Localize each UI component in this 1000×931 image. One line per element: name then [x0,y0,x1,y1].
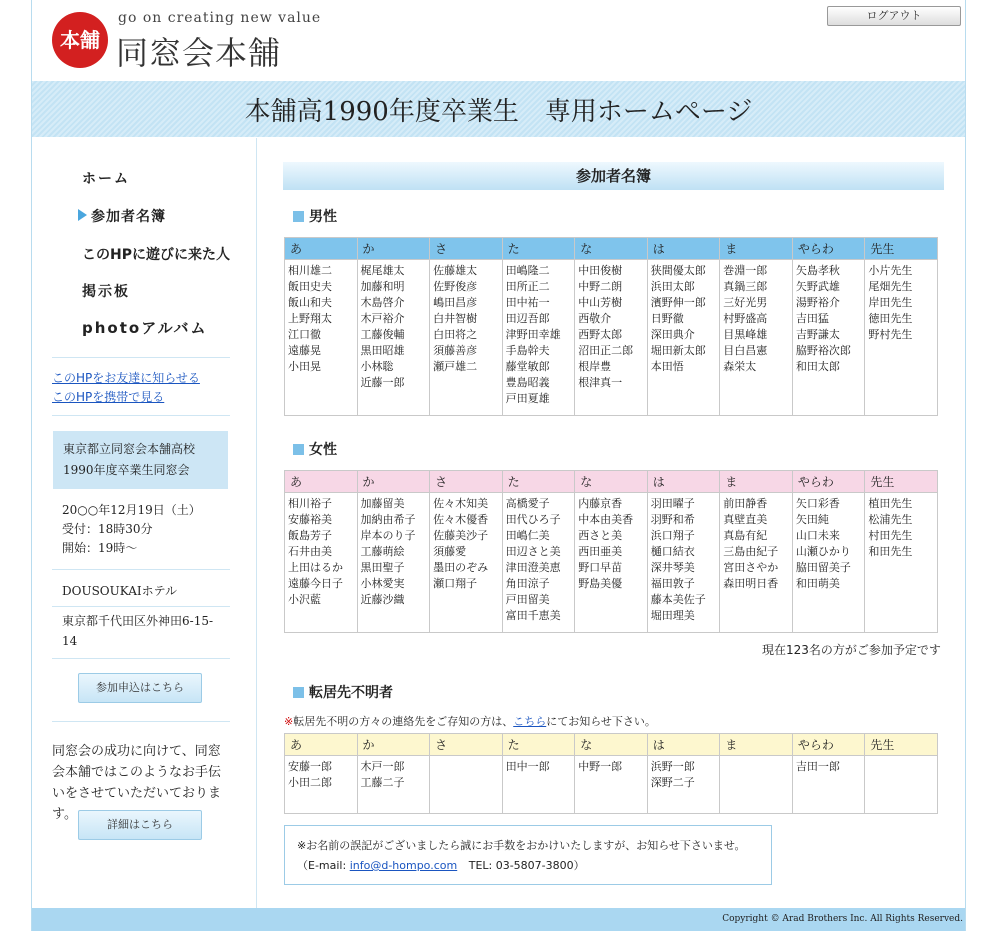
divider [52,658,230,659]
school-name: 東京都立同窓会本舗高校 [63,442,196,456]
person-name: 浜田太郎 [650,280,695,293]
name-cell [502,756,575,814]
person-name: 吉田猛 [795,312,829,325]
person-name: 沼田正二郎 [578,344,634,357]
person-name: 田代ひろ子 [505,513,561,526]
column-header: 先生 [865,238,938,260]
person-name: 近藤沙織 [360,593,405,606]
person-name: 遠藤晃 [288,344,321,357]
heading-square-icon [293,687,304,698]
event-reception: 受付：18時30分 [62,522,153,536]
event-date: 20○○年12月19日（土） [62,503,201,517]
person-name: 石井由美 [288,545,332,558]
person-name: 戸田夏雄 [505,392,550,405]
person-name: 根岸豊 [578,360,612,373]
divider [52,415,230,416]
person-name: 本田悟 [650,360,684,373]
person-name: 田嶋隆二 [505,264,550,277]
person-name: 小田晃 [288,360,321,373]
person-name: 津田澄美恵 [505,561,561,574]
person-name: 尾畑先生 [868,280,913,293]
person-name: 日野徹 [650,312,684,325]
column-header: さ [430,734,503,756]
column-header: あ [285,471,358,493]
person-name: 西田亜美 [578,545,623,558]
copyright: Copyright © Arad Brothers Inc. All Rights Reserved. [722,914,963,924]
person-name: 江口徹 [288,328,321,341]
name-cell [720,493,793,633]
person-name: 工藤萌絵 [360,545,405,558]
email-link[interactable]: info@d-hompo.com [349,859,458,872]
person-name: 角田涼子 [505,577,550,590]
column-header: 先生 [865,471,938,493]
column-header: 先生 [865,734,938,756]
person-name: 和田萌美 [795,577,840,590]
name-cell [430,756,503,814]
person-name: 上田はるか [288,561,343,574]
column-header: さ [430,471,503,493]
male-heading-label: 男性 [309,209,337,225]
person-name: 和田太郎 [795,360,840,373]
divider [52,606,230,607]
person-name: 宮田さやか [723,561,779,574]
nav-visitors[interactable]: このHPに遊びに来た人 [82,247,230,263]
person-name: 松浦先生 [868,513,913,526]
sidebar [32,138,257,908]
divider [52,357,230,358]
person-name: 西野太郎 [578,328,623,341]
person-name: 安藤裕美 [288,513,332,526]
name-cell [865,756,938,814]
person-name: 田中祐一 [505,296,550,309]
column-header: な [575,471,648,493]
page [31,0,966,931]
name-cell [575,756,648,814]
page-title-banner [32,81,965,137]
name-cell [285,493,358,633]
name-cell [647,756,720,814]
person-name: 中野一郎 [578,760,623,773]
person-name: 小片先生 [868,264,913,277]
mobile-view-link[interactable]: このHPを携帯で見る [52,390,165,404]
person-name: 真島有紀 [723,529,768,542]
person-name: 相川裕子 [288,497,332,510]
person-name: 浜野一郎 [650,760,695,773]
person-name: 狭間優太郎 [650,264,706,277]
person-name: 瀬戸雄二 [433,360,478,373]
person-name: 岸本のり子 [360,529,416,542]
tagline: go on creating new value [118,10,322,26]
person-name: 白田将之 [433,328,478,341]
person-name: 加納由希子 [360,513,416,526]
name-cell [430,493,503,633]
person-name: 村田先生 [868,529,913,542]
details-button[interactable]: 詳細はこちら [78,810,202,840]
person-name: 遠藤今日子 [288,577,343,590]
person-name: 瀬口翔子 [433,577,478,590]
column-header: やらわ [792,238,865,260]
tel-number: TEL: 03-5807-3800） [468,859,585,872]
unknown-notice [284,713,656,729]
person-name: 津野田幸雄 [505,328,561,341]
person-name: 佐々木知美 [433,497,489,510]
person-name: 脇野裕次郎 [795,344,851,357]
person-name: 田嶋仁美 [505,529,550,542]
person-name: 工藤俊輔 [360,328,405,341]
column-header: た [502,734,575,756]
notice-text-end: にてお知らせ下さい。 [546,715,656,728]
person-name: 深井琴美 [650,561,695,574]
person-name: 中田俊樹 [578,264,623,277]
name-cell [430,260,503,416]
person-name: 墨田のぞみ [433,561,489,574]
person-name: 田中一郎 [505,760,550,773]
contact-box [284,825,772,885]
person-name: 岸田先生 [868,296,913,309]
column-header: か [357,734,430,756]
column-header: は [647,238,720,260]
name-cell [720,260,793,416]
person-name: 白井智樹 [433,312,478,325]
male-heading [293,206,337,226]
person-name: 巻淵一郎 [723,264,768,277]
divider [52,721,230,722]
notice-mark: ※ [284,715,294,728]
column-header: ま [720,471,793,493]
name-cell [647,493,720,633]
person-name: 工藤二子 [360,776,405,789]
venue-name: DOUSOUKAIホテル [62,584,178,598]
nav-participant-list[interactable]: 参加者名簿 [91,209,166,225]
person-name: 村野盛高 [723,312,768,325]
person-name: 安藤一郎 [288,760,332,773]
email-label: （E-mail: [297,859,347,872]
person-name: 脇田留美子 [795,561,851,574]
person-name: 近藤一郎 [360,376,405,389]
person-name: 西敬介 [578,312,612,325]
column-header: た [502,471,575,493]
participant-count: 現在123名の方がご参加予定です [762,643,941,657]
person-name: 真鍋三郎 [723,280,768,293]
person-name: 福田敦子 [650,577,695,590]
person-name: 小林愛実 [360,577,405,590]
main-content [257,138,965,908]
person-name: 中山芳樹 [578,296,623,309]
female-heading-label: 女性 [309,442,337,458]
person-name: 木戸一郎 [360,760,405,773]
person-name: 堀田理美 [650,609,695,622]
person-name: 深田典介 [650,328,695,341]
person-name: 富田千恵美 [505,609,561,622]
person-name: 山瀬ひかり [795,545,851,558]
column-header: は [647,734,720,756]
column-header: やらわ [792,471,865,493]
person-name: 梶尾雄太 [360,264,405,277]
column-header: か [357,238,430,260]
column-header: か [357,471,430,493]
column-header: あ [285,734,358,756]
person-name: 加藤和明 [360,280,405,293]
person-name: 西さと美 [578,529,623,542]
name-cell [575,260,648,416]
person-name: 浜口翔子 [650,529,695,542]
person-name: 木戸裕介 [360,312,405,325]
logo-seal[interactable]: 本舗 [52,12,108,68]
person-name: 飯山和夫 [288,296,332,309]
name-cell [865,493,938,633]
section-title: 参加者名簿 [283,162,944,190]
person-name: 深野二子 [650,776,695,789]
person-name: 上野翔太 [288,312,332,325]
person-name: 佐藤美沙子 [433,529,489,542]
person-name: 矢口彩香 [795,497,840,510]
person-name: 羽野和希 [650,513,695,526]
person-name: 佐藤雄太 [433,264,478,277]
person-name: 豊島昭義 [505,376,550,389]
name-cell [502,493,575,633]
footer [32,908,965,931]
person-name: 黒田昭雄 [360,344,405,357]
person-name: 高橋愛子 [505,497,550,510]
person-name: 藤堂敏郎 [505,360,550,373]
person-name: 三好光男 [723,296,768,309]
nav-home[interactable]: ホーム [82,171,130,187]
person-name: 矢野武雄 [795,280,840,293]
divider [52,569,230,570]
person-name: 山口未来 [795,529,840,542]
person-name: 森栄太 [723,360,757,373]
name-cell [357,493,430,633]
site-logo-text[interactable]: 同窓会本舗 [116,34,282,72]
unknown-roster-table [284,733,938,814]
person-name: 相川雄二 [288,264,332,277]
column-header: あ [285,238,358,260]
person-name: 植田先生 [868,497,913,510]
person-name: 田辺さと美 [505,545,561,558]
name-cell [575,493,648,633]
person-name: 森田明日香 [723,577,779,590]
column-header: は [647,471,720,493]
person-name: 徳田先生 [868,312,913,325]
name-cell [502,260,575,416]
male-roster-table [284,237,938,416]
reunion-info-box [53,431,228,489]
person-name: 和田先生 [868,545,913,558]
page-title: 本舗高1990年度卒業生 専用ホームページ [244,96,753,127]
column-header: やらわ [792,734,865,756]
person-name: 堀田新太郎 [650,344,706,357]
person-name: 須藤善彦 [433,344,478,357]
person-name: 湯野裕介 [795,296,840,309]
person-name: 羽田曜子 [650,497,695,510]
tell-friends-link[interactable]: このHPをお友達に知らせる [52,371,200,385]
name-cell [647,260,720,416]
person-name: 樋口結衣 [650,545,695,558]
person-name: 嶋田昌彦 [433,296,478,309]
person-name: 小沢藍 [288,593,321,606]
support-description: 同窓会の成功に向けて、同窓会本舗ではこのようなお手伝いをさせていただいております。 [52,744,222,822]
person-name: 藤本美佐子 [650,593,706,606]
name-cell [792,756,865,814]
apply-button[interactable]: 参加申込はこちら [78,673,202,703]
person-name: 手島幹夫 [505,344,550,357]
person-name: 矢田純 [795,513,829,526]
person-name: 矢島孝秋 [795,264,840,277]
person-name: 吉田一郎 [795,760,840,773]
column-header: ま [720,238,793,260]
person-name: 内藤京香 [578,497,623,510]
person-name: 須藤愛 [433,545,467,558]
person-name: 小林聡 [360,360,394,373]
person-name: 目黒峰雄 [723,328,768,341]
person-name: 吉野謙太 [795,328,840,341]
person-name: 佐々木優香 [433,513,489,526]
person-name: 飯島芳子 [288,529,332,542]
person-name: 加藤留美 [360,497,405,510]
person-name: 三島由紀子 [723,545,779,558]
contact-note: ※お名前の誤記がございましたら誠にお手数をおかけいたしますが、お知らせ下さいませ。 [297,839,746,852]
person-name: 野村先生 [868,328,913,341]
name-cell [285,260,358,416]
person-name: 目白昌憲 [723,344,768,357]
person-name: 田所正二 [505,280,550,293]
person-name: 戸田留美 [505,593,550,606]
name-cell [865,260,938,416]
unknown-heading [293,682,393,702]
nav-bulletin-board[interactable]: 掲示板 [82,284,130,300]
person-name: 中野二朗 [578,280,623,293]
female-roster-table [284,470,938,633]
contact-line [297,856,759,876]
person-name: 小田二郎 [288,776,332,789]
person-name: 木島啓介 [360,296,405,309]
reunion-name: 1990年度卒業生同窓会 [63,463,190,477]
person-name: 佐野俊彦 [433,280,478,293]
column-header: な [575,238,648,260]
female-heading [293,439,337,459]
heading-square-icon [293,211,304,222]
person-name: 真壁直美 [723,513,768,526]
unknown-heading-label: 転居先不明者 [309,685,393,701]
name-cell [720,756,793,814]
event-start: 開始：19時〜 [62,541,138,555]
person-name: 中本由美香 [578,513,634,526]
venue-address: 東京都千代田区外神田6-15-14 [62,614,214,648]
current-page-arrow-icon [78,209,87,221]
person-name: 黒田聖子 [360,561,405,574]
person-name: 飯田史夫 [288,280,332,293]
notice-link[interactable]: こちら [513,715,547,728]
column-header: ま [720,734,793,756]
person-name: 野島美優 [578,577,623,590]
name-cell [285,756,358,814]
logout-button[interactable]: ログアウト [827,6,961,26]
column-header: な [575,734,648,756]
person-name: 根津真一 [578,376,623,389]
person-name: 濱野伸一郎 [650,296,706,309]
person-name: 前田静香 [723,497,768,510]
notice-text: 転居先不明の方々の連絡先をご存知の方は、 [293,715,514,728]
person-name: 田辺吾郎 [505,312,550,325]
name-cell [357,756,430,814]
column-header: さ [430,238,503,260]
name-cell [792,260,865,416]
nav-photo-album[interactable]: photoアルバム [82,319,208,337]
person-name: 野口早苗 [578,561,623,574]
name-cell [357,260,430,416]
heading-square-icon [293,444,304,455]
name-cell [792,493,865,633]
column-header: た [502,238,575,260]
